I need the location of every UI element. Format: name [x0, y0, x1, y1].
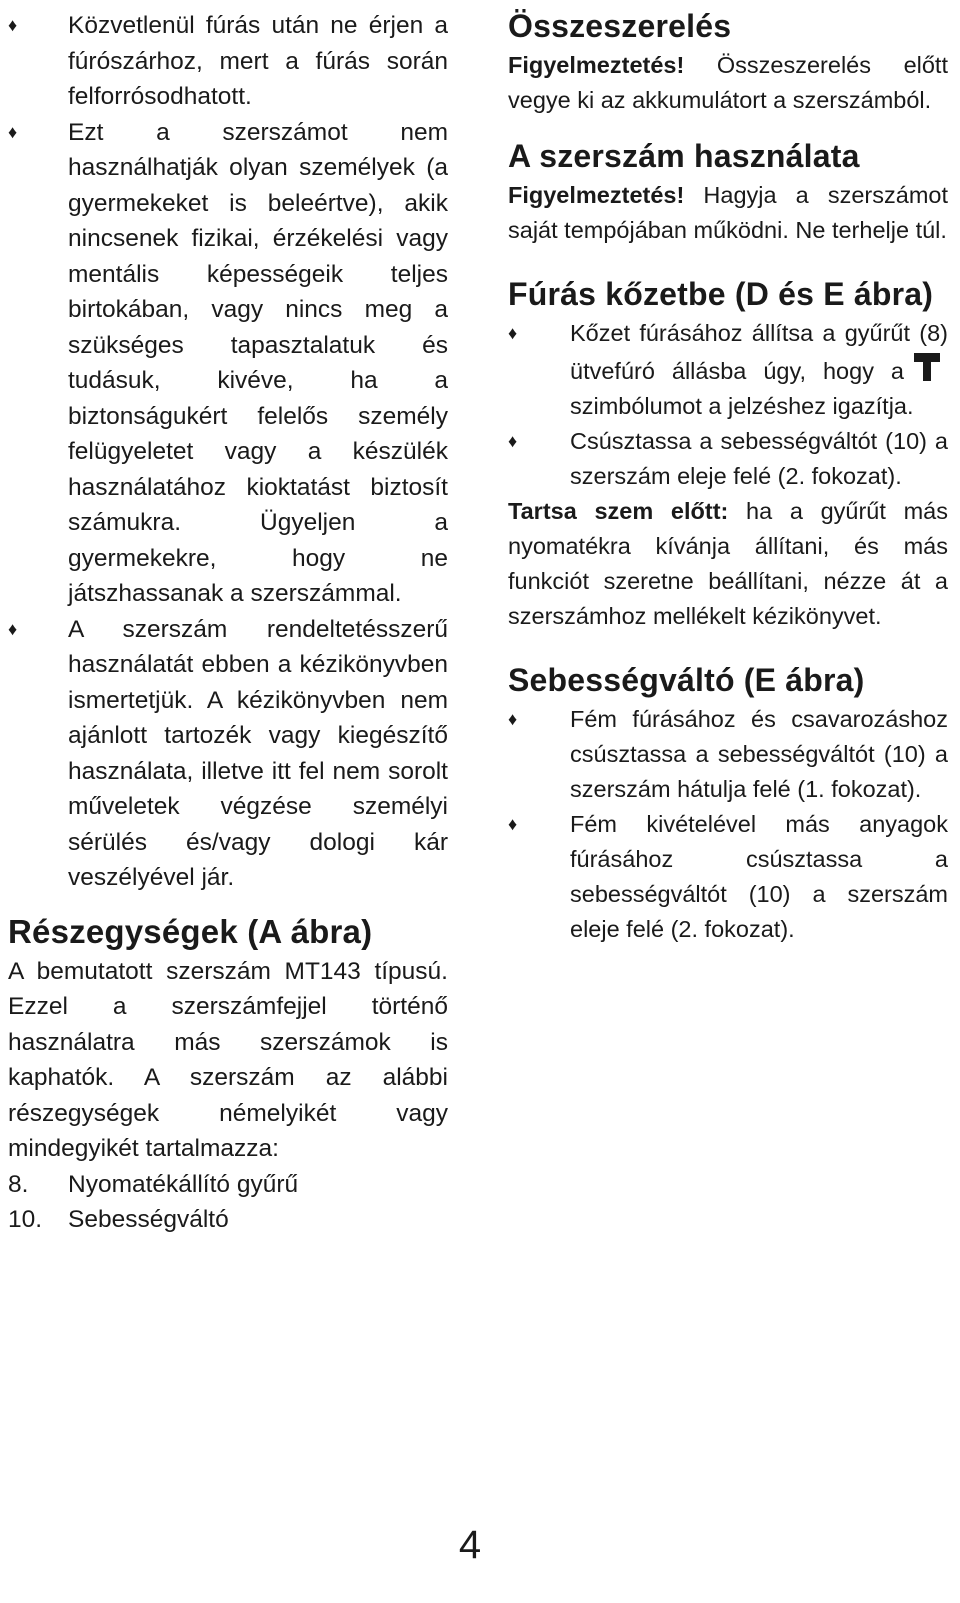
use-heading: A szerszám használata	[508, 138, 860, 174]
page-number: 4	[458, 1523, 482, 1567]
part-label: Nyomatékállító gyűrű	[68, 1170, 299, 1198]
diamond-bullet-icon: ♦	[508, 323, 518, 343]
warning-text: Összeszerelés előtt vegye ki az akkumulátort a szerszámból.	[508, 52, 948, 113]
warning-text: Hagyja a szerszámot saját tempójában működni. Ne terhelje túl.	[508, 182, 948, 243]
assembly-warning	[508, 48, 948, 118]
parts-text: A bemutatott szerszám MT143 típusú. Ezzel a szerszámfejjel történő használatra más szerszámok is kaphatók. A szerszám az alábbi részegységek némelyikét vagy mindegyikét tartalmazza:	[8, 957, 448, 1162]
bullet-text: Kőzet fúrásához állítsa a gyűrűt (8) ütvefúró állásba úgy, hogy a	[570, 320, 948, 384]
diamond-bullet-icon: ♦	[8, 121, 18, 142]
use-warning	[508, 178, 948, 248]
parts-heading: Részegységek (A ábra)	[8, 912, 373, 950]
warning-label: Figyelmeztetés!	[508, 52, 685, 78]
diamond-bullet-icon: ♦	[508, 709, 518, 729]
left-column	[8, 8, 448, 1238]
bullet-text: Ezt a szerszámot nem használhatják olyan személyek (a gyermekeket is beleértve), akik nincsenek fizikai, érzékelési vagy mentális képességeik teljes birtokában, vagy nincs meg a szükséges tapasztalatuk és tudásuk, kivéve, ha a biztonságukért felelős személy felügyeletet vagy a készülék használatához kioktatást biztosít számukra. Ügyeljen a gyermekekre, hogy ne játszhassanak a szerszámmal.	[68, 118, 448, 607]
parts-list-item	[8, 1202, 448, 1238]
part-number: 10.	[8, 1206, 43, 1233]
right-column	[508, 8, 948, 947]
keep-in-mind-note	[508, 494, 948, 634]
list-item	[508, 316, 948, 424]
diamond-bullet-icon: ♦	[508, 431, 518, 451]
diamond-bullet-icon: ♦	[508, 814, 518, 834]
part-number: 8.	[8, 1170, 29, 1198]
bullet-text: A szerszám rendeltetésszerű használatát ebben a kézikönyvben ismertetjük. A kézikönyvben nem ajánlott tartozék vagy kiegészítő használata, illetve itt fel nem sorolt műveletek végzése személyi sérülés és/vagy dologi kár veszélyével jár.	[68, 615, 448, 891]
assembly-heading: Összeszerelés	[508, 8, 732, 44]
bullet-text: Fém fúrásához és csavarozáshoz csúsztassa a sebességváltót (10) a szerszám hátulja felé (1. fokozat).	[570, 706, 948, 802]
list-item	[8, 612, 448, 896]
note-label: Tartsa szem előtt:	[508, 498, 729, 524]
note-text: ha a gyűrűt más nyomatékra kívánja állítani, és más funkciót szeretne beállítani, nézze át a szerszámhoz mellékelt kézikönyvet.	[508, 498, 948, 629]
warning-label: Figyelmeztetés!	[508, 182, 685, 208]
bullet-text: Fém kivételével más anyagok fúrásához csúsztassa a sebességváltót (10) a szerszám eleje felé (2. fokozat).	[570, 811, 948, 942]
list-item	[8, 115, 448, 612]
rock-drilling-heading: Fúrás kőzetbe (D és E ábra)	[508, 276, 934, 312]
diamond-bullet-icon: ♦	[8, 618, 18, 639]
list-item	[508, 702, 948, 807]
parts-list-item	[8, 1167, 448, 1203]
part-label: Sebességváltó	[68, 1206, 229, 1233]
diamond-bullet-icon: ♦	[8, 15, 18, 35]
bullet-text: Csúsztassa a sebességváltót (10) a szerszám eleje felé (2. fokozat).	[570, 428, 948, 489]
bullet-text-continued: szimbólumot a jelzéshez igazítja.	[570, 393, 914, 419]
hammer-drill-symbol-icon	[912, 351, 942, 383]
list-item	[8, 8, 448, 115]
list-item	[508, 807, 948, 947]
list-item	[508, 424, 948, 494]
speed-selector-heading: Sebességváltó (E ábra)	[508, 662, 865, 698]
bullet-text: Közvetlenül fúrás után ne érjen a fúrószárhoz, mert a fúrás során felforrósodhatott.	[68, 12, 448, 110]
